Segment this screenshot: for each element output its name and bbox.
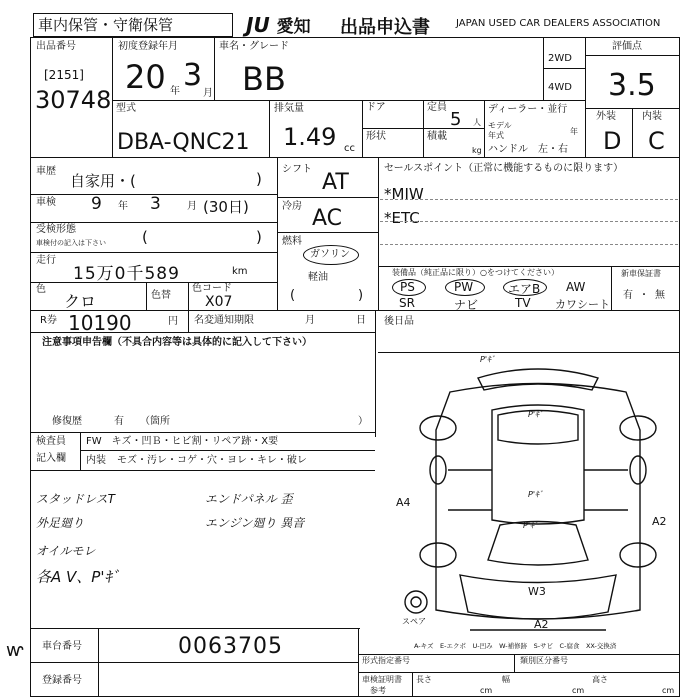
change-date-month: 月 [305,315,315,326]
note-line-2: 外足廻り [36,516,85,530]
equipment-label: 装備品（純正品に限り）○をつけてください） [392,268,559,277]
inspector-label-1: 検査員 [36,436,66,447]
note-right-1: エンドパネル 歪 [205,492,293,506]
warranty-yes: 有 [623,290,633,301]
color-value: クロ [64,292,97,311]
chassis-value: 0063705 [178,634,283,659]
width-label: 幅 [502,675,510,684]
rating-value: 3.5 [608,68,656,103]
history-close: ) [256,170,262,188]
first-reg-year-unit: 年 [170,86,180,97]
brand-mark: JU [246,13,270,37]
ref-label: 参考 [370,686,386,695]
first-reg-label: 初度登録年月 [118,41,178,52]
warranty-label: 新車保証書 [621,269,661,278]
lot-label: 出品番号 [36,41,76,52]
inspection-month-unit: 月 [187,201,197,212]
r-ken-unit: 円 [168,316,178,327]
sales-point-1: *MIW [384,185,424,203]
diagram-mark-6: A2 [652,515,667,528]
length-unit: cm [480,686,493,695]
damage-legend: A-キズ E-エクボ U-凹み W-補修跡 S-サビ C-腐食 XX-交換済 [414,642,617,650]
cert-label: 車検証明書 [362,675,402,684]
inspection-month: 3 [150,194,161,214]
fuel-label: 燃料 [282,236,302,247]
spare-label: スペア [402,617,426,626]
first-reg-year: 20 [125,58,166,96]
equip-aw: AW [566,280,586,294]
height-unit: cm [662,686,675,695]
displacement-label: 排気量 [274,103,304,114]
model-value: DBA-QNC21 [117,130,250,155]
dealer-row1: ディーラー・並行 [488,104,568,115]
inspection-year-unit: 年 [118,201,128,212]
displacement-unit: cc [344,143,355,154]
fuel-gasoline: ガソリン [310,249,350,260]
doors-value: 5 [450,109,462,130]
rating-ext: D [603,127,622,155]
inspection-label: 車検 [36,197,56,208]
storage-tag: 車内保管・守衛保管 [38,16,174,34]
inspector-label-2: 記入欄 [36,453,66,464]
brand-place: 愛知 [276,17,311,37]
inspection-year: 9 [91,194,102,214]
warranty-no: 無 [655,290,665,301]
displacement-value: 1.49 [283,123,337,151]
equip-pw: PW [454,280,474,294]
change-date-label: 名変通知期限 [194,315,254,326]
shift-label: シフト [282,164,312,175]
class-label: 類別区分番号 [520,656,568,665]
r-ken-value: 10190 [68,311,132,335]
fuel-close: ) [358,288,364,303]
mileage-label: 走行 [36,255,56,266]
fuel-diesel: 軽油 [308,272,328,283]
color-code: X07 [205,294,233,310]
after-sale-label: 後日品 [384,316,414,327]
inspector-fw-row: FW キズ・凹Ｂ・ヒビ割・リペア跡・X要 [86,436,279,447]
equip-sr: SR [399,296,415,310]
load-label: 積載 [427,131,447,142]
color-code-label: 色コード [192,283,232,294]
inspection-day: (30日) [203,198,249,216]
first-reg-month-unit: 月 [203,88,213,99]
note-line-1: スタッドレスT [36,492,115,506]
shift-value: AT [322,170,349,195]
width-unit: cm [572,686,585,695]
equip-seat: カワシート [555,298,610,311]
mileage-value: 15万0千589 [73,264,180,284]
receipt-open: ( [142,228,148,246]
chassis-label: 車台番号 [42,641,82,652]
load-unit: kg [472,146,482,155]
format-label: 形式指定番号 [362,656,410,665]
dealer-model: モデル [488,121,512,130]
receipt-close: ) [256,228,262,246]
equip-navi: ナビ [454,298,479,312]
dealer-year-unit: 年 [570,127,578,136]
form-title: 出品申込書 [340,17,430,38]
car-name-label: 車名・グレード [219,41,289,52]
warranty-sep: ・ [639,290,649,301]
association-name: JAPAN USED CAR DEALERS ASSOCIATION [456,18,661,29]
equip-ps: PS [400,280,415,294]
rating-ext-label: 外装 [596,111,616,122]
length-label: 長さ [416,675,432,684]
mileage-unit: km [232,266,248,277]
history-label: 車歴 [36,166,56,177]
sketch-mark: ⱳ [6,640,24,661]
receipt-label: 受検形態 [36,224,76,235]
change-date-day: 日 [356,315,366,326]
diagram-mark-7: W3 [528,585,546,598]
history-value: 自家用・( [70,172,136,190]
note-line-3: オイルモレ [36,544,96,558]
r-ken-label: R券 [40,315,57,326]
equip-airb: エアB [508,282,541,296]
lot-sub-number: [2151] [44,68,84,82]
shape-label: 形状 [366,131,386,142]
aircon-label: 冷房 [282,201,302,212]
diagram-mark-1: P'ｷﾞ [480,355,496,364]
registration-label: 登録番号 [42,675,82,686]
drive-4wd: 4WD [548,82,572,93]
repair-bracket: （箇所 [140,416,170,427]
doors-label: ドア [366,102,386,113]
diagram-mark-2: P'ｷﾞ [528,410,544,419]
receipt-note: 車検付の記入は下さい [36,239,106,247]
diagram-mark-8: A2 [534,618,549,631]
color-label: 色 [36,284,46,295]
capacity-unit: 人 [473,118,481,127]
inspector-int-row: モズ・汚レ・コゲ・穴・ヨレ・キレ・破レ [117,455,307,466]
capacity-label: 定員 [427,102,447,113]
model-label: 型式 [116,103,136,114]
note-line-4: 各A V、P'ｷﾞ [36,568,120,586]
equip-tv: TV [515,296,531,310]
repair-value: 有 [114,416,124,427]
car-name-value: BB [242,60,286,98]
lot-number: 30748 [35,86,112,114]
aircon-value: AC [312,206,343,231]
height-label: 高さ [592,675,608,684]
sales-point-2: *ETC [384,209,420,227]
rating-int: C [648,127,665,155]
diagram-mark-4: P'ｷﾞ [523,521,539,530]
diagram-mark-5: A4 [396,496,411,509]
diagram-mark-3: P'ｷﾞ [528,490,544,499]
repair-close: ） [358,416,368,427]
first-reg-month: 3 [183,58,203,93]
color-change-label: 色替 [151,290,171,301]
note-right-2: エンジン廻り 異音 [205,516,305,530]
drive-2wd: 2WD [548,53,572,64]
dealer-year: 年式 [488,131,504,140]
dealer-handle: ハンドル 左・右 [488,144,568,155]
rating-int-label: 内装 [642,111,662,122]
inspector-int-label: 内装 [86,455,106,466]
rating-label: 評価点 [612,41,642,52]
sales-points-label: セールスポイント（正常に機能するものに限ります） [384,163,624,174]
repair-label: 修復歴 [52,416,82,427]
fuel-open: ( [290,288,296,303]
notes-label: 注意事項申告欄（不具合内容等は具体的に記入して下さい） [42,337,312,348]
